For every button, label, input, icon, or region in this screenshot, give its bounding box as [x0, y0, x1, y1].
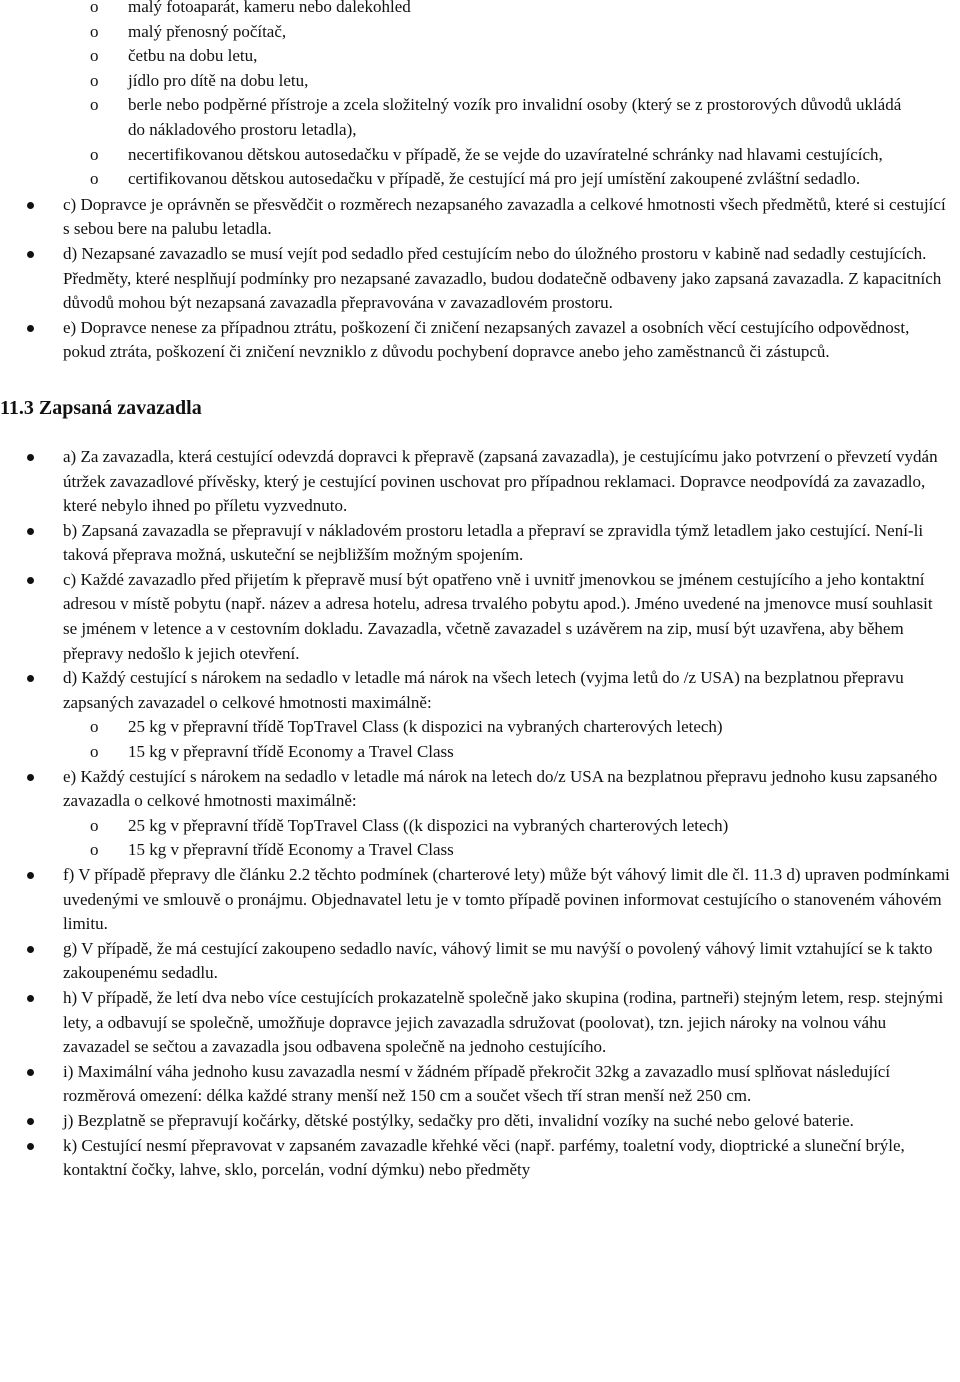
list-item-g [0, 937, 960, 986]
list-item-d [0, 666, 960, 764]
bullet-icon [27, 202, 34, 209]
weight-allowance-sublist [63, 715, 950, 764]
bullet-icon [27, 872, 34, 879]
bullet-icon [27, 995, 34, 1002]
list-item-text: b) Zapsaná zavazadla se přepravují v nákladovém prostoru letadla a přepraví se zpravidla týmž letadlem jako cestující. Není-li taková přeprava možná, uskuteční se nejbližším možným spojením. [63, 520, 924, 565]
sublist-item: o berle nebo podpěrné přístroje a zcela složitelný vozík pro invalidní osoby (který se z prostorových důvodů ukládá do nákladového prostoru letadla), [0, 93, 960, 142]
list-item-text: e) Dopravce nenese za případnou ztrátu, poškození či zničení nezapsaných zavazel a osobních věcí cestujícího odpovědnost, pokud ztráta, poškození či zničení nevzniklo z důvodu pochybení dopravce anebo jeho zaměstnanců či zástupců. [63, 317, 910, 362]
sublist-item: o 15 kg v přepravní třídě Economy a Travel Class [63, 740, 950, 765]
sublist-item: o četbu na dobu letu, [0, 44, 960, 69]
bullet-icon [27, 528, 34, 535]
bullet-icon [27, 1143, 34, 1150]
bullet-icon [27, 1118, 34, 1125]
list-item-text: i) Maximální váha jednoho kusu zavazadla nesmí v žádném případě překročit 32kg a zavazadlo musí splňovat následující rozměrová omezení: délka každé strany menší než 150 cm a součet všech tří stran menší než 250 cm. [63, 1061, 891, 1106]
usa-weight-allowance-sublist [63, 814, 950, 863]
bullet-icon [27, 251, 34, 258]
bullet-icon [27, 675, 34, 682]
top-bullet-list [0, 193, 960, 365]
bullet-icon [27, 1069, 34, 1076]
list-item-text: j) Bezplatně se přepravují kočárky, dětské postýlky, sedačky pro děti, invalidní vozíky na suché nebo gelové baterie. [63, 1110, 854, 1130]
list-item-k [0, 1134, 960, 1183]
list-item [0, 316, 960, 365]
list-item-c [0, 568, 960, 666]
section-bullet-list [0, 445, 960, 1183]
list-item-text: k) Cestující nesmí přepravovat v zapsaném zavazadle křehké věci (např. parfémy, toaletní vody, dioptrické a sluneční brýle, kontaktní čočky, lahve, sklo, porcelán, vodní dýmku) nebo předměty [63, 1135, 905, 1180]
list-item-i [0, 1060, 960, 1109]
list-item-text: f) V případě přepravy dle článku 2.2 těchto podmínek (charterové lety) může být váhový limit dle čl. 11.3 d) upraven podmínkami uvedenými ve smlouvě o pronájmu. Objednavatel letu je v tomto případě povinen informovat cestujícího o stanoveném váhovém limitu. [63, 865, 950, 934]
list-item [0, 242, 960, 316]
list-item-text: a) Za zavazadla, která cestující odevzdá dopravci k přepravě (zapsaná zavazadla), je cestujícímu jako potvrzení o převzetí vydán útržek zavazadlové přívěsky, který je cestující povinen uschovat pro případnou reklamaci. Dopravce neodpovídá za zavazadlo, které nebylo ihned po příletu vyzvednuto. [63, 446, 938, 516]
sublist-item: o certifikovanou dětskou autosedačku v případě, že cestující má pro její umístění zakoupené zvláštní sedadlo. [0, 167, 960, 192]
sublist-item: o necertifikovanou dětskou autosedačku v případě, že se vejde do uzavíratelné schránky nad hlavami cestujících, [0, 143, 960, 168]
sublist-item: o 15 kg v přepravní třídě Economy a Travel Class [63, 838, 950, 863]
bullet-icon [27, 774, 34, 781]
section-heading: 11.3 Zapsaná zavazadla [0, 396, 202, 419]
sublist-item: o 25 kg v přepravní třídě TopTravel Class (k dispozici na vybraných charterových letech) [63, 715, 950, 740]
list-item-text: d) Nezapsané zavazadlo se musí vejít pod sedadlo před cestujícím nebo do úložného prostoru v kabině nad sedadly cestujících. Předměty, které nesplňují podmínky pro nezapsané zavazadlo, budou dodatečně odbaveny jako zapsaná zavazadla. Z kapacitních důvodů mohou být nezapsaná zavazadla přepravována v zavazadlovém prostoru. [63, 243, 942, 313]
bullet-icon [27, 577, 34, 584]
list-item-text: c) Dopravce je oprávněn se přesvědčit o rozměrech nezapsaného zavazadla a celkové hmotnosti všech předmětů, které si cestující s sebou bere na palubu letadla. [63, 194, 946, 239]
top-sublist [0, 0, 960, 192]
list-item-text: c) Každé zavazadlo před přijetím k přepravě musí být opatřeno vně i uvnitř jmenovkou se jménem cestujícího a jeho kontaktní adresou v místě pobytu (např. název a adresa hotelu, adresa trvalého pobytu apod.). Jméno uvedené na jmenovce musí souhlasit se jménem v letence a v cestovním dokladu. Zavazadla, včetně zavazadel s uzávěrem na zip, musí být uzavřena, aby během přepravy nedošlo k jejich otevření. [63, 569, 933, 663]
list-item-text: g) V případě, že má cestující zakoupeno sedadlo navíc, váhový limit se mu navýší o povolený váhový limit vztahující se k takto zakoupenému sedadlu. [63, 938, 933, 983]
sublist-item: o malý fotoaparát, kameru nebo dalekohled [0, 0, 960, 20]
list-item-e [0, 765, 960, 863]
sublist-item: o jídlo pro dítě na dobu letu, [0, 69, 960, 94]
bullet-icon [27, 946, 34, 953]
list-item-text: h) V případě, že letí dva nebo více cestujících prokazatelně společně jako skupina (rodina, partneři) stejným letem, resp. stejnými lety, a odbavují se společně, umožňuje dopravce jejich zavazadla sdružovat (poolovat), tzn. jejich nároky na volnou váhu zavazadel se sečtou a zavazadla jsou odbavena společně na jednoho cestujícího. [63, 987, 944, 1057]
list-item-h [0, 986, 960, 1060]
bullet-icon [27, 454, 34, 461]
list-item-f [0, 863, 960, 937]
list-item-text: e) Každý cestující s nárokem na sedadlo v letadle má nárok na letech do/z USA na bezplatnou přepravu jednoho kusu zapsaného zavazadla o celkové hmotnosti maximálně: [63, 766, 938, 811]
sublist-item: o malý přenosný počítač, [0, 20, 960, 45]
list-item-b [0, 519, 960, 568]
list-item [0, 193, 960, 242]
list-item-text: d) Každý cestující s nárokem na sedadlo v letadle má nárok na všech letech (vyjma letů do /z USA) na bezplatnou přepravu zapsaných zavazadel o celkové hmotnosti maximálně: [63, 668, 904, 712]
list-item-j [0, 1109, 960, 1134]
bullet-icon [27, 325, 34, 332]
sublist-item: o 25 kg v přepravní třídě TopTravel Class ((k dispozici na vybraných charterových letech) [63, 814, 950, 839]
list-item-a [0, 445, 960, 519]
